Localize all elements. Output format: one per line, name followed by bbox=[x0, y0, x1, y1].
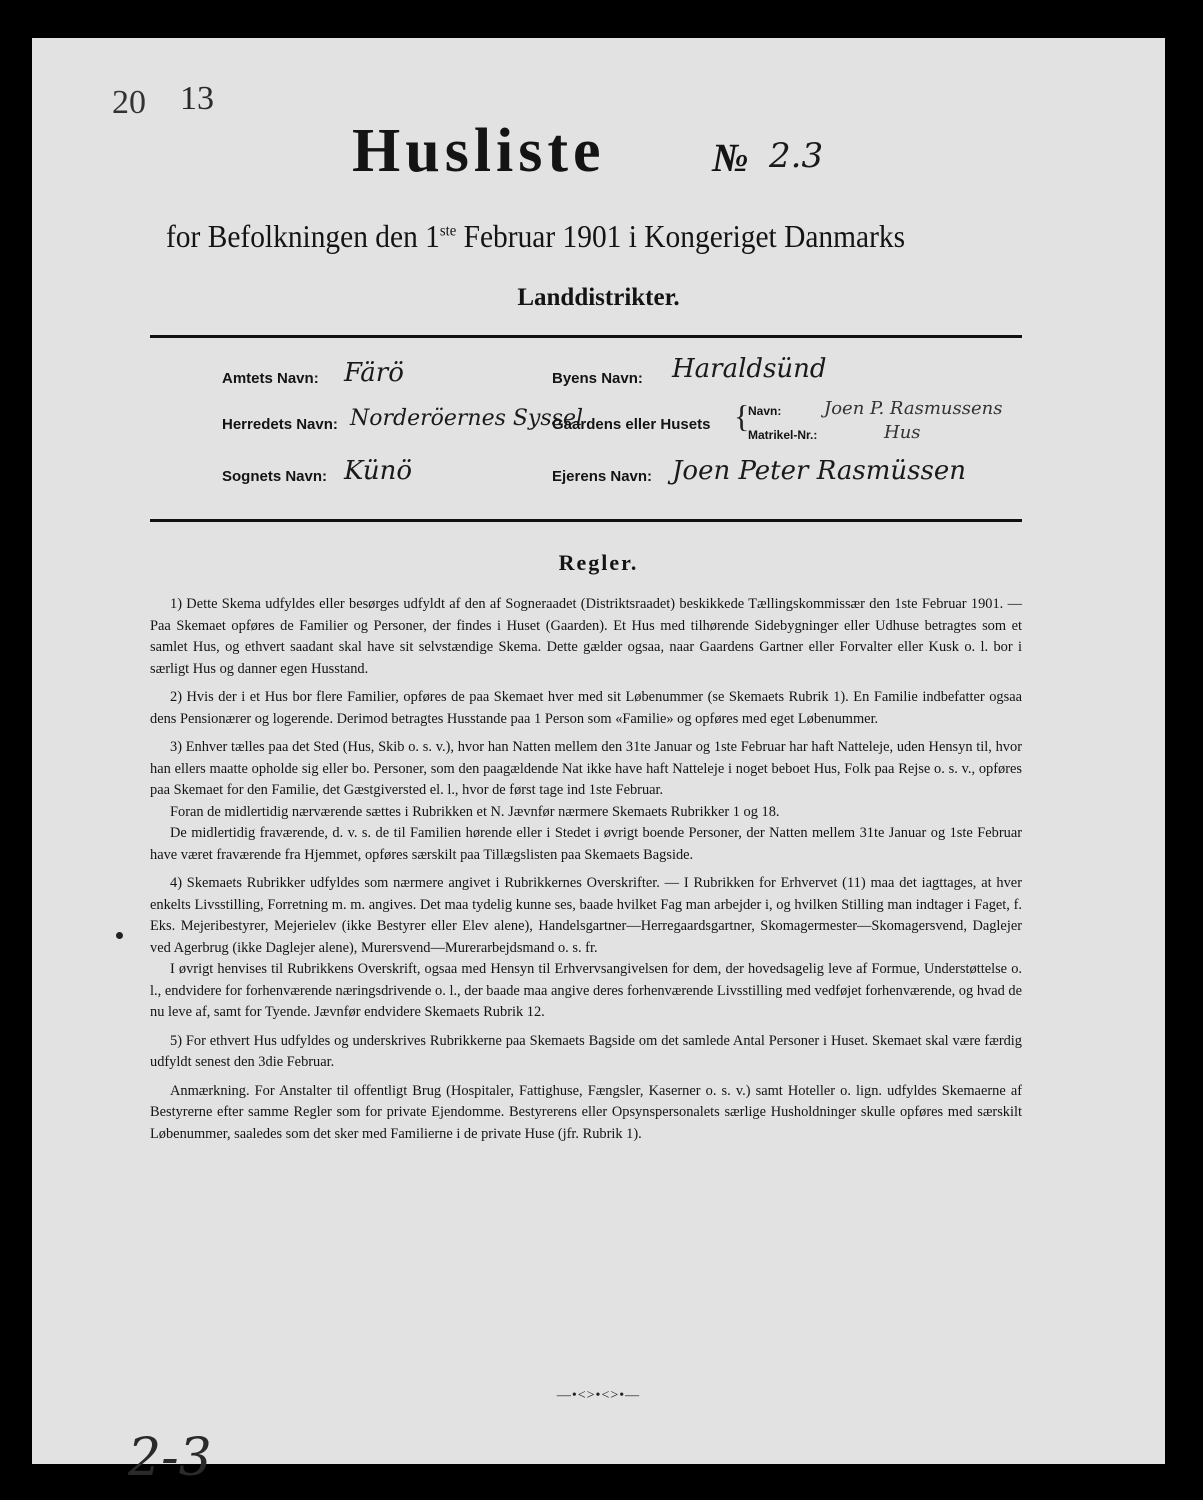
ink-dot bbox=[116, 932, 123, 939]
sogn-value: Künö bbox=[344, 456, 412, 486]
ejer-label: Ejerens Navn: bbox=[552, 468, 653, 485]
gaard-label: Gaardens eller Husets bbox=[552, 416, 711, 433]
sogn-label: Sognets Navn: bbox=[222, 468, 328, 485]
bottom-handwritten-number: 2-3 bbox=[128, 1428, 212, 1488]
subtitle-before: for Befolkningen den 1 bbox=[166, 218, 440, 254]
page-title: Husliste bbox=[352, 117, 606, 185]
navn-value: Joen P. Rasmussens bbox=[824, 398, 1003, 419]
rule-5: 5) For ethvert Hus udfyldes og underskrives Rubrikkerne paa Skemaets Bagside om det samlede Antal Personer i Huset. Skemaet skal være færdig udfyldt senest den 3die Februar. bbox=[150, 1032, 1022, 1070]
district-heading: Landdistrikter. bbox=[517, 284, 680, 311]
divider-bottom bbox=[150, 519, 1022, 522]
rule-1: 1) Dette Skema udfyldes eller besørges udfyldt af den af Sogneraadet (Distriktsraadet) beskikkede Tællingskommissær den 1ste Februar 1901. — Paa Skemaet opføres de Familier og Personer, der findes i Huset (Gaarden). Et Hus med tilhørende Sidebygninger eller Udhuse betragtes som et samlet Hus, og ethvert saadant skal have sit selvstændige Skema. Dette gælder ogsaa, naar Gaardens Gartner eller Forvalter eller Kusk o. l. bor i særligt Hus og danner egen Husstand. bbox=[150, 596, 1022, 677]
census-form-page bbox=[32, 38, 1165, 1488]
corner-number-right: 13 bbox=[180, 80, 214, 117]
subtitle-sup: ste bbox=[439, 222, 457, 240]
herred-value: Norderöernes Syssel bbox=[350, 406, 584, 431]
navn-label: Navn: bbox=[748, 404, 782, 418]
rule-3: 3) Enhver tælles paa det Sted (Hus, Skib o. s. v.), hvor han Natten mellem den 31te Januar og 1ste Februar har haft Natteleje, uden Hensyn til, hvor han ellers maatte opholde sig eller bo. Personer, som den paagældende Nat ikke have haft Natteleje i noget beboet Hus, Folk paa Rejse o. s. v., opføres paa Skemaet for den Familie, det Gæstgiversted el. l., hvor de først tage ind 1ste Februar. bbox=[150, 739, 1022, 798]
rule-3-fravaerende: De midlertidig fraværende, d. v. s. de til Familien hørende eller i Stedet i øvrigt boende Personer, der Natten mellem 31te Januar og 1ste Februar have været fraværende fra Hjemmet, opføres særskilt paa Tillægslisten paa Skemaets Bagside. bbox=[150, 825, 1022, 863]
rule-2: 2) Hvis der i et Hus bor flere Familier, opføres de paa Skemaet hver med sit Løbenummer (se Skemaets Rubrik 1). En Familie indbefatter ogsaa dens Pensionærer og logerende. Derimod betragtes Husstande paa 1 Person som «Familie» og opføres med eget Løbenummer. bbox=[150, 689, 1022, 727]
divider-top bbox=[150, 335, 1022, 338]
title-number-handwritten: 2.3 bbox=[769, 136, 824, 176]
rule-4-henvisning: I øvrigt henvises til Rubrikkens Overskrift, ogsaa med Hensyn til Erhvervsangivelsen for dem, der hovedsagelig leve af Formue, Understøttelse o. l., endvidere for forhenværende næringsdrivende o. l., der baade maa angive deres forhenværende Livsstilling med vedføjet forhenværende, og hvad de nu leve af, samt for Tyende. Jævnfør endvidere Skemaets Rubrik 12. bbox=[150, 961, 1022, 1020]
rule-4: 4) Skemaets Rubrikker udfyldes som nærmere angivet i Rubrikkernes Overskrifter. — I Rubrikken for Erhvervet (11) maa det iagttages, at hver enkelts Livsstilling, Forretning m. m. angives. Det maa tydelig kunne ses, baade hvilket Fag man arbejder i, og hvilken Stilling man indtager i Faget, f. Eks. Mejeribestyrer, Mejerielev (ikke Bestyrer eller Elev alene), Handelsgartner—Herregaardsgartner, Skomagermester—Skomagersvend, Daglejer ved Agerbrug (ikke Daglejer alene), Murersvend—Murerarbejdsmand o. s. fr. bbox=[150, 875, 1022, 956]
amt-label: Amtets Navn: bbox=[222, 370, 319, 387]
amt-value: Färö bbox=[344, 358, 404, 388]
subtitle bbox=[166, 218, 905, 255]
rule-note: Anmærkning. For Anstalter til offentligt Brug (Hospitaler, Fattighuse, Fængsler, Kaserner o. s. v.) samt Hoteller o. lign. udfyldes Skemaerne af Bestyrerne efter samme Regler som for private Ejendomme. Bestyrerens eller Opsynspersonalets særlige Husholdninger skulle opføres med særskilt Løbenummer, saaledes som det sker med Familierne i de private Huse (jfr. Rubrik 1). bbox=[150, 1082, 1022, 1142]
rules-heading: Regler. bbox=[558, 550, 639, 575]
matrikel-value: Hus bbox=[884, 422, 921, 443]
by-label: Byens Navn: bbox=[552, 370, 643, 387]
subtitle-after: Februar 1901 i Kongeriget Danmarks bbox=[456, 218, 906, 254]
ornament-divider: —•<>•<>•— bbox=[556, 1388, 641, 1403]
rule-3-foran: Foran de midlertidig nærværende sættes i Rubrikken et N. Jævnfør nærmere Skemaets Rubrikker 1 og 18. bbox=[170, 803, 780, 820]
herred-label: Herredets Navn: bbox=[222, 416, 338, 433]
corner-number-left: 20 bbox=[112, 84, 146, 121]
by-value: Haraldsünd bbox=[672, 354, 827, 384]
matrikel-label: Matrikel-Nr.: bbox=[748, 428, 818, 442]
rules-body bbox=[150, 594, 1022, 1152]
ejer-value: Joen Peter Rasmüssen bbox=[672, 456, 966, 486]
bracket: { bbox=[734, 398, 750, 434]
title-number-prefix: № bbox=[712, 135, 749, 180]
